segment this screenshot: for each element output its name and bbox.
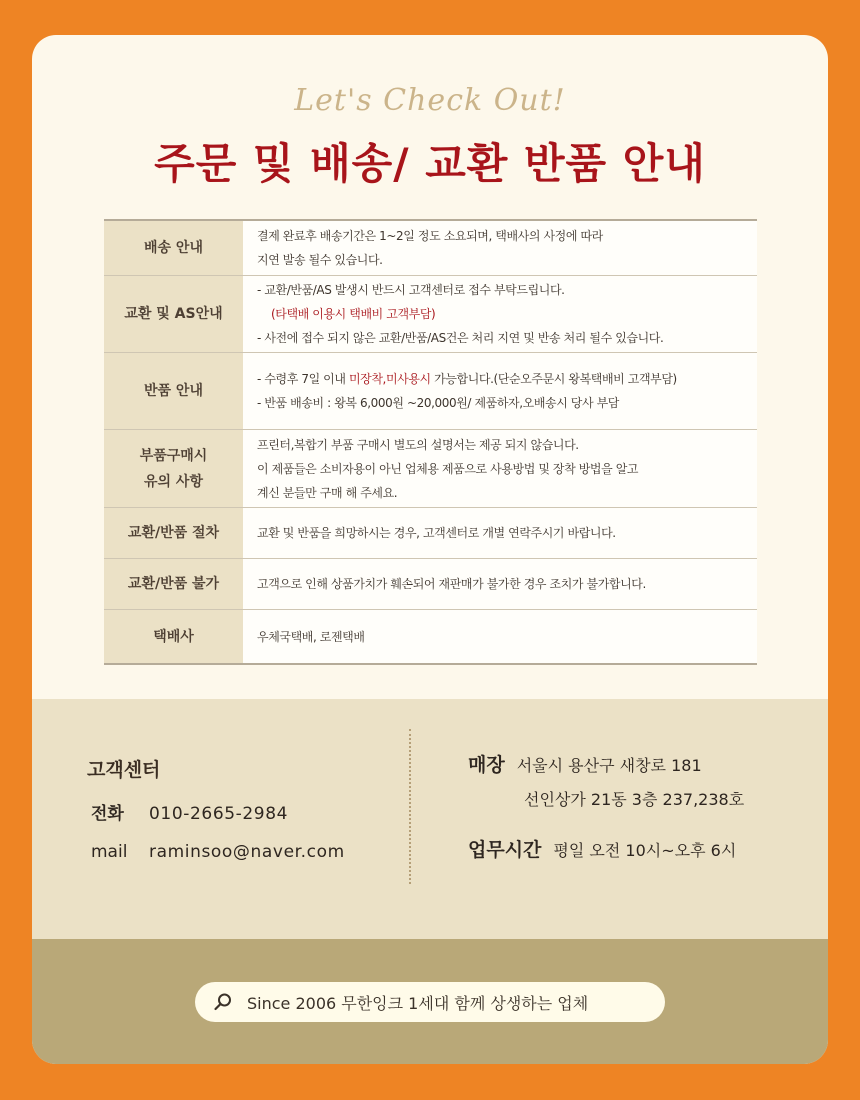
phone-label: 전화 bbox=[91, 804, 124, 824]
content-line: 결제 완료후 배송기간은 1~2일 정도 소요되며, 택배사의 사정에 따라 bbox=[257, 229, 603, 243]
email-label: mail bbox=[91, 842, 128, 862]
table-row-shipping bbox=[104, 221, 757, 276]
row-label-text: 배송 안내 bbox=[144, 240, 203, 256]
row-content bbox=[243, 610, 757, 663]
content-line-highlight: (타택배 이용시 택배비 고객부담) bbox=[271, 307, 436, 321]
contact-info-area bbox=[32, 699, 828, 939]
table-row-exchange-as bbox=[104, 276, 757, 353]
row-label-text: 부품구매시 bbox=[139, 447, 208, 464]
row-label-text: 교환/반품 불가 bbox=[127, 576, 220, 592]
row-label bbox=[104, 353, 243, 429]
row-content bbox=[243, 353, 757, 429]
page-title: 주문 및 배송/ 교환 반품 안내 bbox=[154, 139, 706, 188]
phone-row bbox=[91, 799, 288, 824]
row-label-text: 택배사 bbox=[153, 628, 194, 645]
row-label bbox=[104, 610, 243, 663]
row-label bbox=[104, 221, 243, 275]
row-content bbox=[243, 276, 757, 352]
content-line: - 사전에 접수 되지 않은 교환/반품/AS건은 처리 지연 및 반송 처리 될수 있습니다. bbox=[257, 331, 664, 345]
script-title: Let's Check Out! bbox=[294, 83, 566, 118]
content-text: - 수령후 7일 이내 bbox=[257, 372, 349, 386]
customer-center-title: 고객센터 bbox=[87, 759, 161, 781]
table-row-not-allowed bbox=[104, 559, 757, 610]
email-address[interactable]: raminsoo@naver.com bbox=[149, 842, 345, 862]
row-content bbox=[243, 221, 757, 275]
content-line: 프린터,복합기 부품 구매시 별도의 설명서는 제공 되지 않습니다. bbox=[257, 437, 579, 452]
slogan-text: Since 2006 무한잉크 1세대 함께 상생하는 업체 bbox=[247, 993, 589, 1013]
row-label-text: 교환/반품 절차 bbox=[127, 525, 220, 541]
row-label bbox=[104, 430, 243, 507]
hours-value: 평일 오전 10시~오후 6시 bbox=[553, 841, 737, 860]
row-label-text: 유의 사항 bbox=[144, 473, 203, 490]
row-content bbox=[243, 430, 757, 507]
divider bbox=[409, 729, 411, 884]
store-label: 매장 bbox=[468, 754, 505, 776]
content-line: - 반품 배송비 : 왕복 6,000원 ~20,000원/ 제품하자,오배송시 당사 부담 bbox=[257, 396, 619, 410]
table-row-return bbox=[104, 353, 757, 430]
content-line: 계신 분들만 구매 해 주세요. bbox=[257, 485, 398, 500]
content-line: 지연 발송 될수 있습니다. bbox=[257, 253, 383, 267]
table-row-parts-notice bbox=[104, 430, 757, 508]
table-row-procedure bbox=[104, 508, 757, 559]
content-line: - 교환/반품/AS 발생시 반드시 고객센터로 접수 부탁드립니다. bbox=[257, 283, 565, 297]
business-hours-row bbox=[468, 835, 736, 862]
content-text-highlight: 미장착,미사용시 bbox=[348, 372, 431, 386]
store-address-line2: 선인상가 21동 3층 237,238호 bbox=[524, 790, 745, 809]
row-content bbox=[243, 508, 757, 558]
content-line: 이 제품들은 소비자용이 아닌 업체용 제품으로 사용방법 및 장착 방법을 알고 bbox=[257, 461, 639, 476]
policy-table bbox=[104, 219, 757, 665]
slogan-pill bbox=[195, 982, 665, 1022]
content-line: 우체국택배, 로젠택배 bbox=[257, 629, 365, 644]
row-label-text: 교환 및 AS안내 bbox=[124, 306, 223, 322]
row-label bbox=[104, 508, 243, 558]
content-line: 교환 및 반품을 희망하시는 경우, 고객센터로 개별 연락주시기 바랍니다. bbox=[257, 526, 616, 540]
row-label bbox=[104, 276, 243, 352]
store-address-line1: 서울시 용산구 새창로 181 bbox=[516, 756, 702, 775]
store-address-row bbox=[468, 750, 702, 777]
info-card bbox=[32, 35, 828, 1064]
search-icon bbox=[213, 992, 233, 1012]
footer-band bbox=[32, 939, 828, 1064]
row-label bbox=[104, 559, 243, 609]
content-line: 고객으로 인해 상품가치가 훼손되어 재판매가 불가한 경우 조치가 불가합니다. bbox=[257, 577, 646, 591]
content-text: 가능합니다.(단순오주문시 왕복택배비 고객부담) bbox=[430, 372, 677, 386]
row-content bbox=[243, 559, 757, 609]
content-line bbox=[257, 367, 743, 391]
hours-label: 업무시간 bbox=[468, 839, 542, 861]
table-row-courier bbox=[104, 610, 757, 663]
phone-number[interactable]: 010-2665-2984 bbox=[149, 804, 289, 824]
row-label-text: 반품 안내 bbox=[144, 383, 203, 399]
email-row bbox=[91, 842, 345, 862]
